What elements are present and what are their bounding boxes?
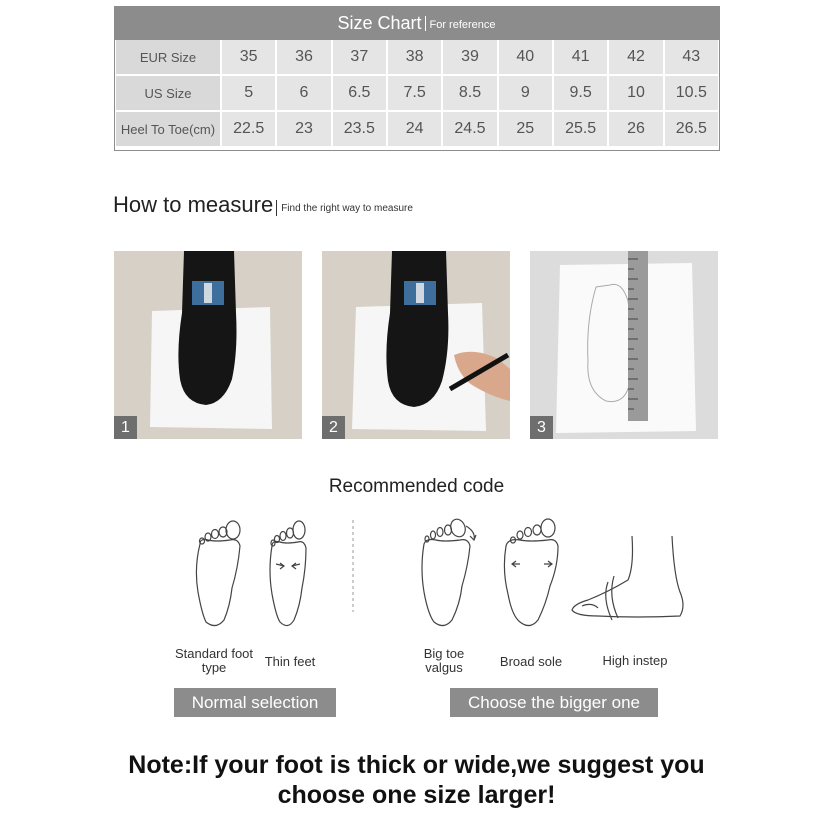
- step-2-photo: [322, 251, 510, 439]
- table-cell: 41: [553, 40, 608, 75]
- table-cell: 6.5: [332, 75, 387, 111]
- step-3-photo: [530, 251, 718, 439]
- how-to-measure-subtitle: Find the right way to measure: [281, 203, 413, 214]
- note-line-2: choose one size larger!: [277, 781, 556, 809]
- label-thin-feet: Thin feet: [264, 654, 316, 669]
- note-line-1: Note:If your foot is thick or wide,we suggest you: [128, 751, 705, 779]
- normal-selection-badge: Normal selection: [174, 688, 336, 717]
- table-cell: 10: [608, 75, 663, 111]
- section-divider: [352, 520, 354, 612]
- table-cell: 26.5: [664, 111, 719, 147]
- step-1-photo: [114, 251, 302, 439]
- recommended-code-title: Recommended code: [328, 476, 505, 497]
- label-high-instep: High instep: [602, 653, 668, 668]
- label-standard-foot-type: Standard foot type: [174, 646, 254, 675]
- how-to-measure-title: How to measure: [113, 192, 274, 217]
- table-cell: 10.5: [664, 75, 719, 111]
- table-cell: 37: [332, 40, 387, 75]
- table-cell: 23.5: [332, 111, 387, 147]
- table-cell: 8.5: [442, 75, 497, 111]
- table-cell: 24: [387, 111, 442, 147]
- table-cell: 25.5: [553, 111, 608, 147]
- table-cell: 38: [387, 40, 442, 75]
- broad-sole-foot-icon: [502, 516, 562, 630]
- label-big-toe-valgus: Big toe valgus: [423, 646, 465, 675]
- table-cell: 39: [442, 40, 497, 75]
- tracing-foot-illustration: [322, 251, 510, 439]
- row-label: US Size: [115, 75, 221, 111]
- table-row-eur: [115, 40, 719, 75]
- table-row-heel-to-toe: [115, 111, 719, 147]
- table-cell: 43: [664, 40, 719, 75]
- row-label: Heel To Toe(cm): [115, 111, 221, 147]
- heading-divider: [276, 200, 277, 216]
- table-cell: 22.5: [221, 111, 276, 147]
- big-toe-valgus-foot-icon: [418, 516, 480, 630]
- label-broad-sole: Broad sole: [499, 654, 563, 669]
- table-cell: 25: [498, 111, 553, 147]
- table-cell: 35: [221, 40, 276, 75]
- table-cell: 9.5: [553, 75, 608, 111]
- table-row-us: [115, 75, 719, 111]
- size-chart-header: [114, 6, 719, 40]
- table-cell: 42: [608, 40, 663, 75]
- table-cell: 36: [276, 40, 331, 75]
- table-cell: 9: [498, 75, 553, 111]
- table-cell: 23: [276, 111, 331, 147]
- thin-foot-icon: [264, 518, 314, 630]
- ruler-measure-illustration: [530, 251, 718, 439]
- row-label: EUR Size: [115, 40, 221, 75]
- table-cell: 24.5: [442, 111, 497, 147]
- standard-foot-icon: [190, 518, 246, 630]
- step-number: 1: [114, 416, 137, 439]
- table-cell: 7.5: [387, 75, 442, 111]
- size-chart-table: [114, 40, 720, 148]
- step-number: 2: [322, 416, 345, 439]
- table-cell: 6: [276, 75, 331, 111]
- step-number: 3: [530, 416, 553, 439]
- table-cell: 5: [221, 75, 276, 111]
- choose-bigger-badge: Choose the bigger one: [450, 688, 658, 717]
- how-to-measure-heading: [113, 192, 413, 218]
- title-divider: [425, 16, 426, 31]
- table-cell: 26: [608, 111, 663, 147]
- high-instep-foot-icon: [568, 536, 688, 624]
- size-chart-subtitle: For reference: [429, 19, 496, 31]
- size-chart-title: Size Chart: [337, 12, 422, 33]
- size-note: [0, 750, 833, 810]
- sock-on-paper-illustration: [114, 251, 302, 439]
- table-cell: 40: [498, 40, 553, 75]
